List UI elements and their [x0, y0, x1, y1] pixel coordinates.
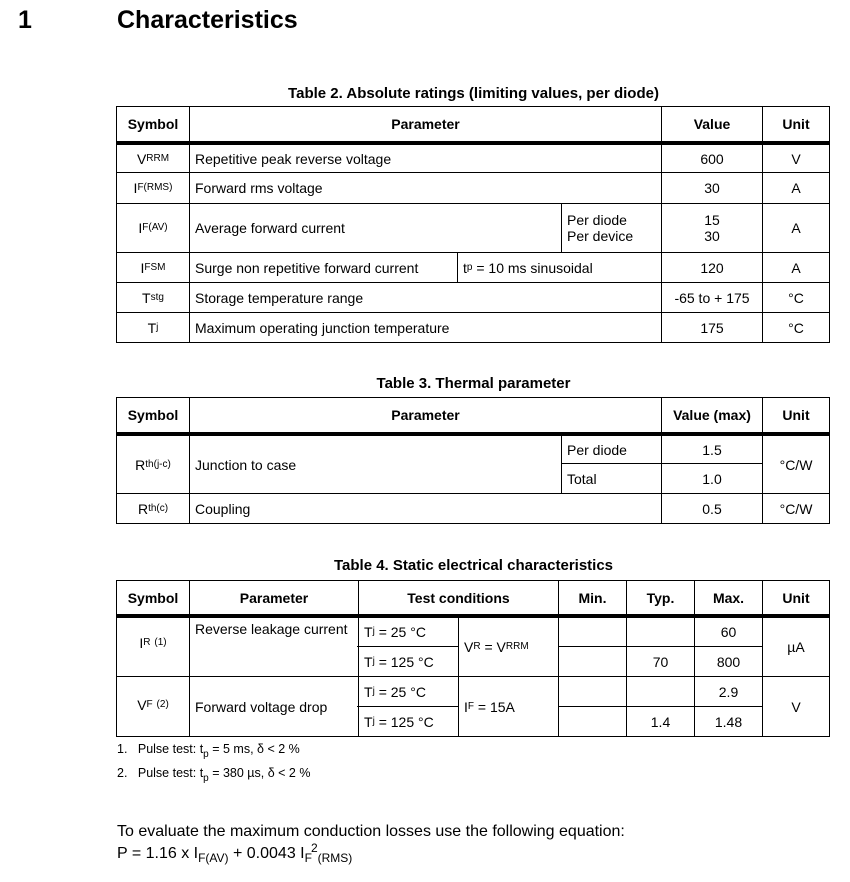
- t2-symbol-tstg: T stg: [142, 289, 164, 306]
- t2-param: Surge non repetitive forward current: [195, 259, 419, 276]
- t3-unit: °C/W: [779, 456, 813, 473]
- t3-param: Coupling: [195, 500, 251, 517]
- equation-intro: To evaluate the maximum conduction losses use the following equation:: [117, 823, 625, 840]
- t2-symbol-tj: T j: [147, 319, 159, 336]
- t4-tj-25: T j = 25 °C: [364, 624, 426, 640]
- t4-header-unit: Unit: [782, 589, 810, 606]
- t2-unit: A: [791, 180, 801, 196]
- t3-header-symbol: Symbol: [127, 407, 179, 423]
- t2-param: Forward rms voltage: [195, 180, 323, 196]
- t4-tj-125: T j = 125 °C: [364, 653, 434, 670]
- t4-typ: 70: [652, 653, 669, 670]
- t4-min: [559, 618, 626, 646]
- t2-unit: °C: [788, 289, 804, 306]
- t2-unit: A: [791, 220, 801, 236]
- t2-header-value: Value: [693, 116, 731, 132]
- t4-symbol-vf: V F (2): [137, 696, 169, 713]
- t3-cond: Total: [567, 470, 597, 487]
- t2-param: Storage temperature range: [195, 289, 364, 306]
- table4-caption: Table 4. Static electrical characteristics: [333, 557, 614, 574]
- t4-header-typ: Typ.: [646, 589, 675, 606]
- table3-caption: Table 3. Thermal parameter: [376, 375, 571, 392]
- t2-unit: A: [791, 259, 801, 276]
- t2-header-parameter: Parameter: [391, 116, 460, 132]
- t4-param: Forward voltage drop: [195, 698, 328, 715]
- equation-formula: P = 1.16 x $I_{F(AV)} + 0.0043$ $I_F^2_{(RMS)}$: [117, 841, 353, 865]
- t2-condition: t p = 10 ms sinusoidal: [463, 259, 593, 276]
- t3-cond: Per diode: [567, 441, 627, 458]
- t2-value: 15 30: [704, 212, 720, 244]
- t4-param: Reverse leakage current: [195, 621, 348, 637]
- table2-caption: Table 2. Absolute ratings (limiting values, per diode): [288, 85, 659, 102]
- t2-unit: V: [791, 150, 801, 167]
- t2-param: Repetitive peak reverse voltage: [195, 150, 392, 167]
- t4-typ: [627, 618, 694, 646]
- t3-value: 1.0: [702, 470, 722, 487]
- t2-param: Maximum operating junction temperature: [195, 319, 450, 336]
- t4-header-symbol: Symbol: [127, 589, 179, 606]
- t2-value: -65 to + 175: [674, 289, 750, 306]
- t3-header-value: Value (max): [673, 407, 751, 423]
- t4-typ: [627, 677, 694, 706]
- t2-symbol-ifsm: I FSM: [140, 259, 166, 276]
- t4-min: [559, 677, 626, 706]
- t2-symbol-ifav: I F(AV): [138, 220, 168, 236]
- t4-unit: µA: [787, 639, 805, 655]
- t3-param: Junction to case: [195, 456, 297, 473]
- t4-typ: 1.4: [650, 713, 671, 730]
- t4-tj-25: T j = 25 °C: [364, 683, 426, 700]
- footnote-2: 2. Pulse test: $t_p = 380$ µs, δ < 2 %: [117, 766, 311, 784]
- t2-symbol-ifrms: I F(RMS): [133, 180, 173, 196]
- t2-header-unit: Unit: [782, 116, 810, 132]
- t2-conditions: Per diode Per device: [567, 212, 634, 244]
- t2-value: 30: [704, 180, 720, 196]
- t4-header-min: Min.: [578, 589, 607, 606]
- t2-value: 600: [700, 150, 724, 167]
- t4-cond-if: I F = 15A: [464, 698, 515, 715]
- section-number: 1: [18, 6, 32, 34]
- t3-symbol-rthjc: R th(j-c): [135, 456, 171, 473]
- t2-header-symbol: Symbol: [127, 116, 179, 132]
- t4-max: 60: [720, 624, 737, 640]
- t2-symbol-vrrm: V RRM: [136, 150, 170, 167]
- t4-header-max: Max.: [712, 589, 745, 606]
- t4-min: [559, 707, 626, 736]
- t4-max: 1.48: [714, 713, 743, 730]
- t2-value: 175: [700, 319, 724, 336]
- t2-param: Average forward current: [195, 220, 345, 236]
- t4-header-parameter: Parameter: [239, 589, 309, 606]
- section-title: Characteristics: [117, 6, 298, 34]
- t4-header-test-conditions: Test conditions: [407, 589, 510, 606]
- t3-value: 1.5: [702, 441, 722, 458]
- t4-tj-125: T j = 125 °C: [364, 713, 434, 730]
- t3-unit: °C/W: [779, 500, 813, 517]
- t3-symbol-rthc: R th(c): [137, 500, 169, 517]
- t3-value: 0.5: [702, 500, 722, 517]
- t4-max: 2.9: [718, 683, 739, 700]
- t2-unit: °C: [788, 319, 804, 336]
- footnote-1: 1. Pulse test: $t_p = 5$ ms, δ < 2 %: [117, 742, 300, 760]
- t4-unit: V: [791, 698, 801, 715]
- t4-symbol-ir: I R (1): [139, 635, 167, 651]
- t4-max: 800: [716, 653, 741, 670]
- t4-cond-vr: V R = V RRM: [464, 639, 529, 655]
- t2-value: 120: [700, 259, 724, 276]
- t3-header-parameter: Parameter: [391, 407, 460, 423]
- t4-min: [559, 647, 626, 676]
- t3-header-unit: Unit: [782, 407, 810, 423]
